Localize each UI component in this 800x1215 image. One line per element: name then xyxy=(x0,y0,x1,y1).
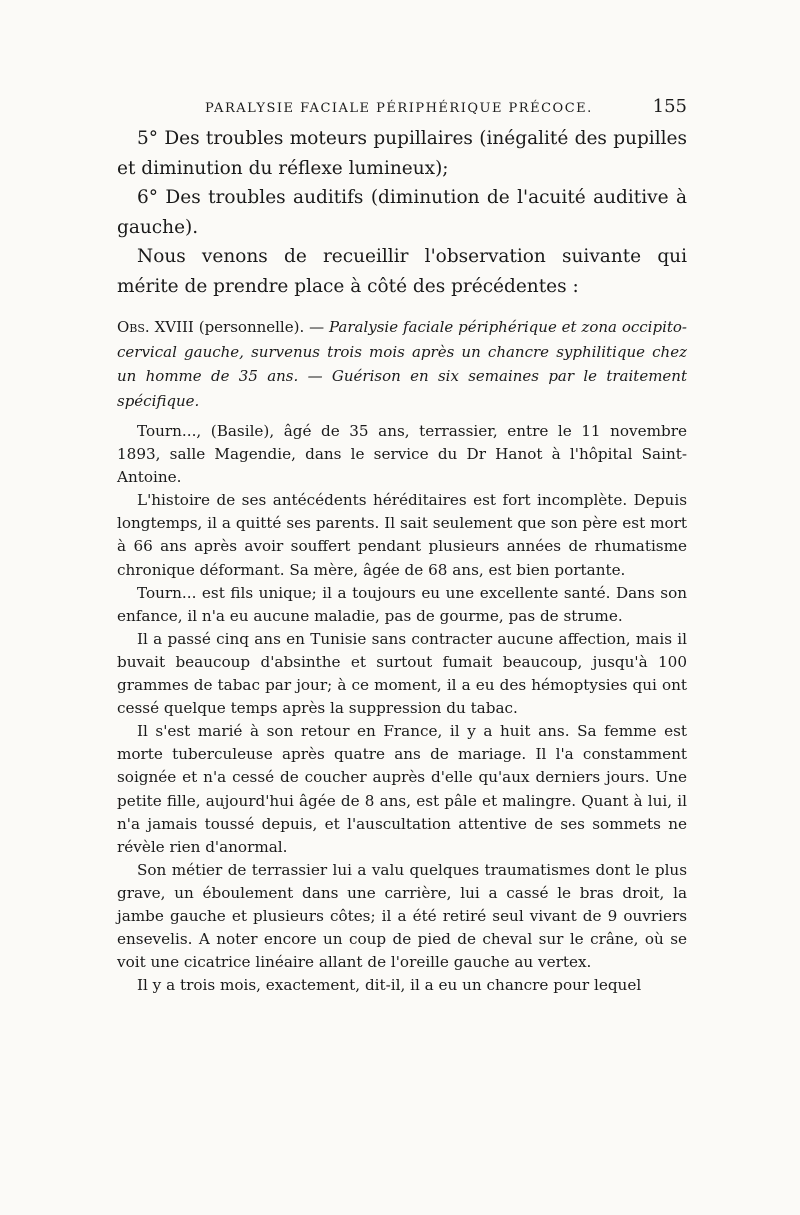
obs-number: XVIII (personnelle). — xyxy=(154,318,325,336)
paragraph-childhood: Tourn... est fils unique; il a toujours eu une excellente santé. Dans son enfance, il n'a eu aucune maladie, pas de gourme, pas de strume. xyxy=(117,583,687,625)
paragraph-admission: Tourn..., (Basile), âgé de 35 ans, terrassier, entre le 11 novembre 1893, salle Magendie, dans le service du Dr Hanot à l'hôpital Saint-Antoine. xyxy=(117,422,687,487)
page-number: 155 xyxy=(652,96,687,117)
running-title: PARALYSIE FACIALE PÉRIPHÉRIQUE PRÉCOCE. xyxy=(205,101,593,116)
page-header xyxy=(117,96,687,124)
list-item-6: 6° Des troubles auditifs (diminution de l'acuité auditive à gauche). xyxy=(117,187,687,238)
observation-heading xyxy=(117,315,687,413)
paragraph-marriage: Il s'est marié à son retour en France, il y a huit ans. Sa femme est morte tuberculeuse après quatre ans de mariage. Il l'a constamment soignée et n'a cessé de coucher auprès d'elle qu'aux derniers jours. Une petite fille, aujourd'hui âgée de 8 ans, est pâle et malingre. Quant à lui, il n'a jamais toussé depuis, et l'auscultation attentive de ses sommets ne révèle rien d'anormal. xyxy=(117,722,687,856)
list-item-5: 5° Des troubles moteurs pupillaires (inégalité des pupilles et diminution du réflexe lumineux); xyxy=(117,128,687,179)
obs-label: Obs. xyxy=(117,318,150,336)
book-page xyxy=(117,96,687,997)
obs-title: Paralysie faciale périphérique et zona occipito-cervical gauche, survenus trois mois après un chancre syphilitique chez un homme de 35 ans. — Guérison en six semaines par le traitement spécifique. xyxy=(117,318,687,410)
paragraph-tunisia: Il a passé cinq ans en Tunisie sans contracter aucune affection, mais il buvait beaucoup d'absinthe et surtout fumait beaucoup, jusqu'à 100 grammes de tabac par jour; à ce moment, il a eu des hémoptysies qui ont cessé quelque temps après la suppression du tabac. xyxy=(117,629,687,718)
paragraph-trauma: Son métier de terrassier lui a valu quelques traumatismes dont le plus grave, un éboulement dans une carrière, lui a cassé le bras droit, la jambe gauche et plusieurs côtes; il a été retiré seul vivant de 9 ouvriers ensevelis. A noter encore un coup de pied de cheval sur le crâne, où se voit une cicatrice linéaire allant de l'oreille gauche au vertex. xyxy=(117,860,687,972)
paragraph-chancre: Il y a trois mois, exactement, dit-il, il a eu un chancre pour lequel xyxy=(137,976,642,995)
paragraph-heredity: L'histoire de ses antécédents héréditaires est fort incomplète. Depuis longtemps, il a quitté ses parents. Il sait seulement que son père est mort à 66 ans après avoir souffert pendant plusieurs années de rhumatisme chronique déformant. Sa mère, âgée de 68 ans, est bien portante. xyxy=(117,491,687,579)
intro-paragraph: Nous venons de recueillir l'observation suivante qui mérite de prendre place à côté des précédentes : xyxy=(117,246,687,297)
